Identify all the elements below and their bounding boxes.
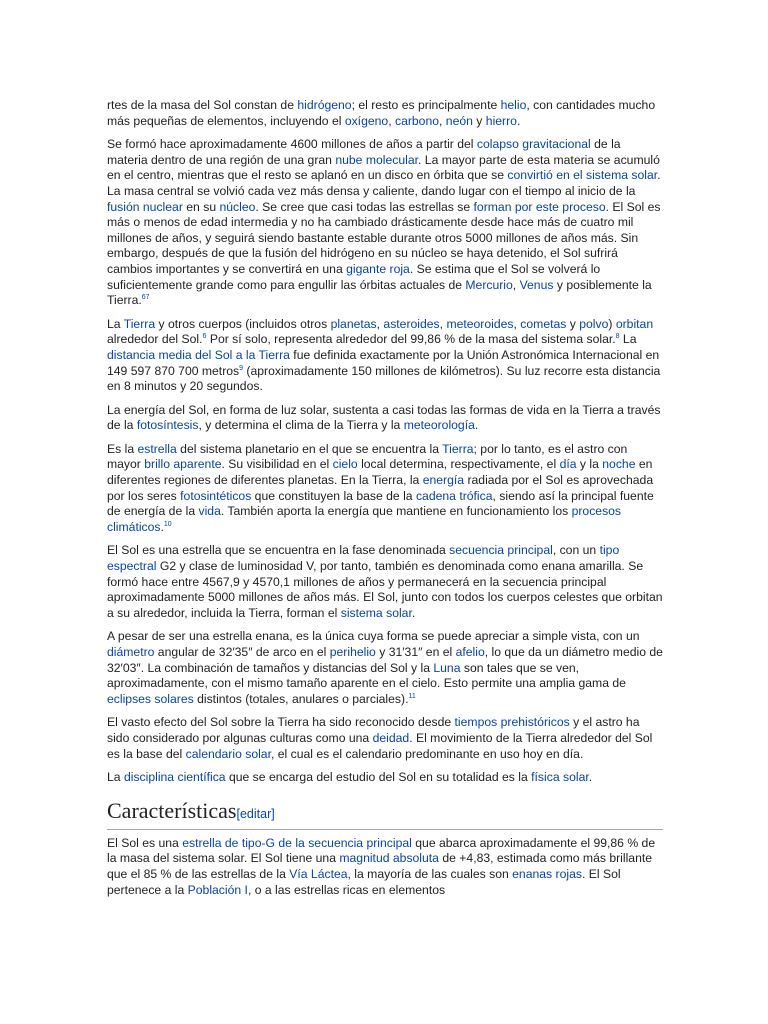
text-run: . Se estima que el Sol se volverá lo suficientemente grande como para engullir las órbitas actuales de	[107, 261, 601, 292]
section-heading	[107, 798, 663, 830]
text-run: Por sí solo, representa alrededor del 99,86 % de la masa del sistema solar.	[206, 332, 616, 347]
text-run: , con cantidades mucho más pequeñas de elementos, incluyendo el	[107, 98, 656, 128]
text-run: .	[411, 605, 416, 620]
text-run: local determina, respectivamente, el	[357, 457, 560, 472]
text-run: ,	[513, 316, 521, 331]
reference-sup	[142, 294, 150, 301]
wiki-link[interactable]: polvo	[579, 316, 609, 331]
wiki-link[interactable]: diámetro	[107, 645, 155, 659]
wiki-link[interactable]: cielo	[332, 457, 358, 472]
text-run: en diferentes regiones de diferentes planetas. En la Tierra, la	[107, 457, 653, 488]
text-run: . Su visibilidad en el	[221, 457, 333, 472]
text-run: Se formó hace aproximadamente 4600 millones de años a partir del	[107, 137, 477, 152]
text-run: ,	[388, 113, 395, 128]
text-run: La	[107, 316, 124, 331]
wiki-link[interactable]: forman por este proceso	[473, 199, 606, 214]
wiki-link[interactable]: carbono	[394, 113, 440, 128]
wiki-link[interactable]: vida	[198, 504, 221, 519]
text-run: y el astro ha sido considerado por algunas culturas como una	[107, 715, 640, 745]
text-run: y 31′31″ en el	[375, 645, 456, 659]
wiki-link[interactable]: Luna	[433, 660, 461, 675]
text-run: y	[566, 316, 580, 331]
text-run: del sistema planetario en el que se encuentra la	[176, 441, 443, 456]
text-run: . La masa central se volvió cada vez más densa y caliente, dando lugar con el tiempo al inicio de la	[107, 168, 661, 198]
text-run: (aproximadamente 150 millones de kilómetros). Su luz recorre esta distancia en 8 minutos y 20 segundos.	[107, 363, 661, 394]
wiki-link[interactable]: Población I	[187, 882, 248, 897]
wiki-link[interactable]: oxígeno	[344, 113, 389, 128]
text-run: Es la	[107, 441, 138, 456]
wiki-link[interactable]: eclipses solares	[107, 691, 194, 706]
wiki-link[interactable]: Tierra	[442, 441, 474, 456]
wiki-link[interactable]: orbitan	[615, 316, 654, 331]
wiki-link[interactable]: fotosíntesis	[136, 418, 199, 433]
text-run: alrededor del Sol.	[107, 332, 203, 347]
paragraph	[107, 715, 663, 762]
text-run: fue definida exactamente por la Unión Astronómica Internacional en 149 597 870 700 metros	[107, 347, 660, 378]
wiki-link[interactable]: estrella	[137, 441, 177, 456]
paragraph	[107, 137, 663, 309]
text-run: .	[588, 770, 593, 785]
text-run: La energía del Sol, en forma de luz solar, sustenta a casi todas las formas de vida en la Tierra a través de la	[107, 402, 661, 433]
wiki-link[interactable]: asteroides	[383, 316, 440, 331]
text-run: , la mayoría de las cuales son	[347, 866, 513, 881]
wiki-link[interactable]: convirtió en el sistema solar	[507, 168, 658, 183]
text-run: , el cual es el calendario predominante en uso hoy en día.	[270, 746, 584, 761]
text-run: La	[107, 770, 124, 785]
text-run: .	[160, 519, 164, 534]
wiki-link[interactable]: perihelio	[329, 645, 376, 659]
reference-link[interactable]: 10	[163, 520, 172, 528]
wiki-link[interactable]: física solar	[531, 770, 589, 785]
characteristics-section	[107, 836, 663, 898]
text-run: . La mayor parte de esta materia se acumuló en el centro, mientras que el resto se aplanó en un disco en órbita que se	[107, 152, 660, 183]
text-run: A pesar de ser una estrella enana, es la única cuya forma se puede apreciar a simple vista, con un	[107, 629, 640, 644]
paragraph	[107, 98, 663, 129]
wiki-link[interactable]: disciplina científica	[123, 770, 226, 785]
reference-link[interactable]: 67	[141, 294, 150, 302]
text-run: ,	[512, 277, 520, 292]
paragraph	[107, 317, 663, 395]
wiki-link[interactable]: nube molecular	[335, 152, 419, 167]
text-run: , con un	[552, 543, 600, 558]
text-run: rtes de la masa del Sol constan de	[107, 98, 298, 112]
text-run: que se encarga del estudio del Sol en su totalidad es la	[225, 770, 532, 785]
text-run: .	[516, 113, 521, 128]
paragraph	[107, 770, 663, 786]
text-run: . También aporta la energía que mantiene en funcionamiento los	[220, 504, 572, 519]
text-run: . El Sol pertenece a la	[107, 866, 621, 897]
text-run: angular de 32′35″ de arco en el	[154, 645, 330, 659]
paragraph	[107, 403, 663, 434]
wiki-link[interactable]: magnitud absoluta	[339, 851, 439, 866]
text-run: , y determina el clima de la Tierra y la	[198, 418, 404, 433]
wiki-link[interactable]: calendario solar	[185, 746, 271, 761]
wiki-link[interactable]: día	[559, 457, 577, 472]
text-run: distintos (totales, anulares o parciales).	[193, 691, 409, 706]
wiki-link[interactable]: fusión nuclear	[107, 199, 183, 214]
text-run: El Sol es una	[107, 835, 183, 850]
text-run: y posiblemente la Tierra.	[107, 277, 652, 308]
text-run: La	[619, 332, 637, 347]
paragraph	[107, 629, 663, 707]
wiki-link[interactable]: tiempos prehistóricos	[454, 715, 570, 730]
wiki-link[interactable]: Venus	[519, 277, 554, 292]
intro-section	[107, 98, 663, 786]
text-run: . El movimiento de la Tierra alrededor del Sol es la base del	[107, 730, 653, 761]
text-run: y otros cuerpos (incluidos otros	[155, 316, 331, 331]
text-run: y	[472, 113, 486, 128]
article-content	[107, 98, 663, 906]
text-run: en su	[182, 199, 220, 214]
wiki-link[interactable]: procesos climáticos	[107, 504, 622, 534]
text-run: El vasto efecto del Sol sobre la Tierra ha sido reconocido desde	[107, 715, 455, 730]
wiki-link[interactable]: energía	[422, 473, 465, 488]
paragraph	[107, 836, 663, 898]
text-run: , siendo así la principal fuente de energía de la	[107, 488, 654, 519]
text-run: . Se cree que casi todas las estrellas se	[255, 199, 474, 214]
text-run: y la	[576, 457, 603, 472]
wiki-link[interactable]: Tierra	[123, 316, 156, 331]
wiki-link[interactable]: afelio	[455, 645, 485, 659]
reference-sup	[164, 521, 172, 528]
wiki-link[interactable]: distancia media del Sol a la Tierra	[107, 347, 290, 362]
text-run: ,	[376, 316, 384, 331]
text-run: son tales que se ven, aproximadamente, con el mismo tamaño aparente en el cielo. Esto permite una amplia gama de	[107, 660, 626, 691]
wiki-link[interactable]: Mercurio	[465, 277, 513, 292]
wiki-link[interactable]: noche	[602, 457, 636, 472]
paragraph	[107, 543, 663, 621]
text-run: que abarca aproximadamente el 99,86 % de la masa del sistema solar. El Sol tiene una	[107, 835, 656, 866]
wiki-link[interactable]: sistema solar	[340, 605, 412, 620]
text-run: .	[474, 418, 479, 433]
text-run: )	[608, 316, 616, 331]
wiki-link[interactable]: colapso gravitacional	[476, 137, 591, 152]
reference-link[interactable]: 11	[408, 692, 416, 700]
text-run: de la materia dentro de una región de una gran	[107, 137, 621, 167]
wiki-link[interactable]: núcleo	[219, 199, 256, 214]
wiki-link[interactable]: meteoroides	[446, 316, 514, 331]
wiki-link[interactable]: deidad	[372, 730, 410, 745]
wiki-link[interactable]: Vía Láctea	[289, 866, 348, 881]
text-run: que constituyen la base de la	[251, 488, 416, 503]
wiki-link[interactable]: hierro	[485, 113, 517, 128]
text-run: ,	[439, 316, 447, 331]
text-run: , lo que da un diámetro medio de 32′03″. La combinación de tamaños y distancias del Sol y la	[107, 645, 663, 675]
text-run: G2 y clase de luminosidad V, por tanto, también es denominada como enana amarilla. Se formó hace entre 4567,9 y 4570,1 millones de años y permanecerá en la secuencia principal aproximadamente 5000 millones de años más. El Sol, junto con todos los cuerpos celestes que orbitan a su alrededor, incluida la Tierra, forman el	[107, 559, 663, 620]
wiki-link[interactable]: estrella de tipo-G de la secuencia principal	[182, 835, 412, 850]
wiki-link[interactable]: cadena trófica	[415, 488, 493, 503]
wiki-link[interactable]: planetas	[330, 316, 377, 331]
text-run: radiada por el Sol es aprovechada por los seres	[107, 473, 654, 503]
wiki-link[interactable]: fotosintéticos	[180, 488, 252, 503]
edit-section-link[interactable]: [editar]	[236, 806, 275, 821]
paragraph	[107, 442, 663, 536]
text-run: El Sol es una estrella que se encuentra en la fase denominada	[107, 543, 450, 558]
wiki-link[interactable]: cometas	[520, 316, 567, 331]
wiki-link[interactable]: meteorología	[403, 418, 475, 433]
reference-link[interactable]: 9	[239, 364, 244, 372]
wiki-link[interactable]: gigante roja	[346, 261, 410, 276]
text-run: . El Sol es más o menos de edad intermedia y no ha cambiado drásticamente desde hace más de cuatro mil millones de años, y seguirá siendo bastante estable durante otros 5000 millones de años más. Sin embargo, después de que la fusión del hidrógeno en su núcleo se haya detenido, el Sol sufrirá cambios importantes y se convertirá en una	[107, 199, 661, 276]
reference-link[interactable]: 6	[202, 333, 207, 341]
text-run: ,	[439, 113, 446, 128]
text-run: ; el resto es principalmente	[351, 98, 501, 112]
wiki-link[interactable]: neón	[445, 113, 473, 128]
reference-link[interactable]: 8	[615, 333, 620, 341]
text-run: , o a las estrellas ricas en elementos	[247, 882, 446, 897]
text-run: de +4,83, estimada como más brillante que el 85 % de las estrellas de la	[107, 851, 653, 881]
wiki-link[interactable]: brillo aparente	[144, 457, 222, 472]
wiki-link[interactable]: hidrógeno	[297, 98, 352, 112]
wiki-link[interactable]: tipo espectral	[107, 543, 620, 574]
wiki-link[interactable]: helio	[500, 98, 527, 112]
text-run: ; por lo tanto, es el astro con mayor	[107, 441, 628, 472]
reference-sup	[408, 693, 415, 700]
wiki-link[interactable]: secuencia principal	[449, 543, 553, 558]
section-title: Características	[107, 797, 237, 823]
wiki-link[interactable]: enanas rojas	[512, 866, 582, 881]
